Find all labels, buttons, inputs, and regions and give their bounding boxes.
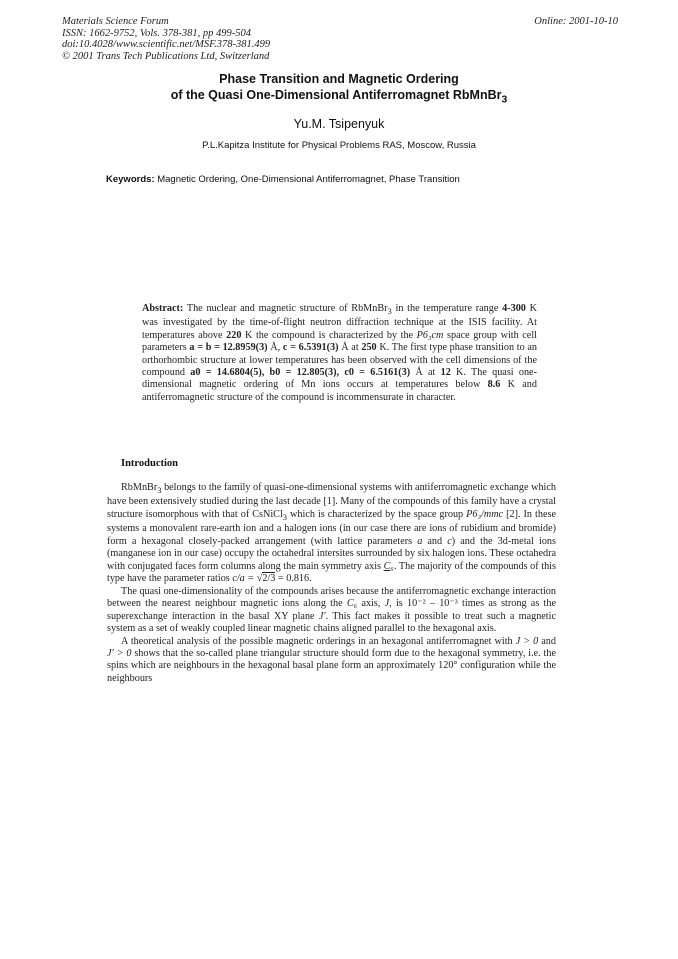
paper-title (0, 71, 678, 109)
keywords-label: Keywords: (106, 174, 155, 185)
title-subscript: 3 (501, 94, 508, 106)
issn-line: ISSN: 1662-9752, Vols. 378-381, pp 499-504 (62, 27, 251, 39)
title-line-2 (0, 87, 678, 109)
abstract-label: Abstract: (142, 303, 184, 314)
affiliation: P.L.Kapitza Institute for Physical Problems RAS, Moscow, Russia (202, 140, 476, 151)
section-heading-introduction: Introduction (121, 458, 178, 469)
paragraph-2: The quasi one-dimensionality of the compounds arises because the antiferromagnetic exchange interaction between the nearest neighbour magnetic ions along the C₆ axis, J, is 10⁻² – 10⁻³ times as strong as the superexchange interaction in the basal XY plane J′. This fact makes it possible to treat such a magnetic system as a set of weakly coupled linear magnetic chains aligned parallel to the hexagonal axis. (107, 585, 556, 635)
paragraph-1: RbMnBr$_3$ belongs to the family of quasi-one-dimensional systems with antiferromagnetic exchange which have been extensively studied during the last decade [1]. Many of the compounds of this family have a crystal structure isomorphous with that of CsNiCl$_3$ which is characterized by the space group P6₃/mmc [2]. In these systems a monovalent rare-earth ion and a halogen ions (in our case there are ions of rubidium and bromide) form a hexagonal closely-packed arrangement (with lattice parameters a and c) and the 3d-metal ions (manganese ion in our case) occupy the octahedral intersites surrounded by six halogen ions. These octahedra with conjugated faces form columns along the main symmetry axis C₆. The majority of the compounds of this type have the parameter ratios c/a = √2/3 = 0.816. (107, 482, 556, 585)
keywords (106, 174, 460, 185)
author: Yu.M. Tsipenyuk (293, 117, 385, 131)
abstract: Abstract: The nuclear and magnetic structure of RbMnBr$_3$ in the temperature range 4-300 K was investigated by the time-of-flight neutron diffraction technique at the ISIS facility. At temperatures above 220 K the compound is characterized by the P6₃cm space group with cell parameters a = b = 12.8959(3) Å, c = 6.5391(3) Å at 250 K. The first type phase transition to an orthorhombic structure at lower temperatures has been observed with the cell dimensions of the compound a0 = 14.6804(5), b0 = 12.805(3), c0 = 6.5161(3) Å at 12 K. The quasi one-dimensional magnetic ordering of Mn ions occurs at temperatures below 8.6 K and antiferromagnetic structure of the compound is incommensurate in character. (142, 303, 538, 403)
title-line-1: Phase Transition and Magnetic Ordering (219, 72, 459, 86)
copyright-line: © 2001 Trans Tech Publications Ltd, Switzerland (62, 50, 270, 62)
introduction-body (107, 482, 556, 685)
title-line-2-text: of the Quasi One-Dimensional Antiferromagnet RbMnBr (170, 88, 502, 102)
doi-line[interactable]: doi:10.4028/www.scientific.net/MSF.378-381.499 (62, 39, 271, 50)
paragraph-3: A theoretical analysis of the possible magnetic orderings in an hexagonal antiferromagnet with J > 0 and J′ > 0 shows that the so-called plane triangular structure should form due to the hexagonal symmetry, i.e. the spins which are neighbours in the hexagonal basal plane form an approximately 120° configuration while the neighbours (107, 635, 556, 684)
journal-header (62, 16, 618, 62)
keywords-text: Magnetic Ordering, One-Dimensional Antiferromagnet, Phase Transition (157, 174, 460, 185)
journal-name: Materials Science Forum (62, 16, 169, 27)
online-date: Online: 2001-10-10 (534, 16, 618, 27)
